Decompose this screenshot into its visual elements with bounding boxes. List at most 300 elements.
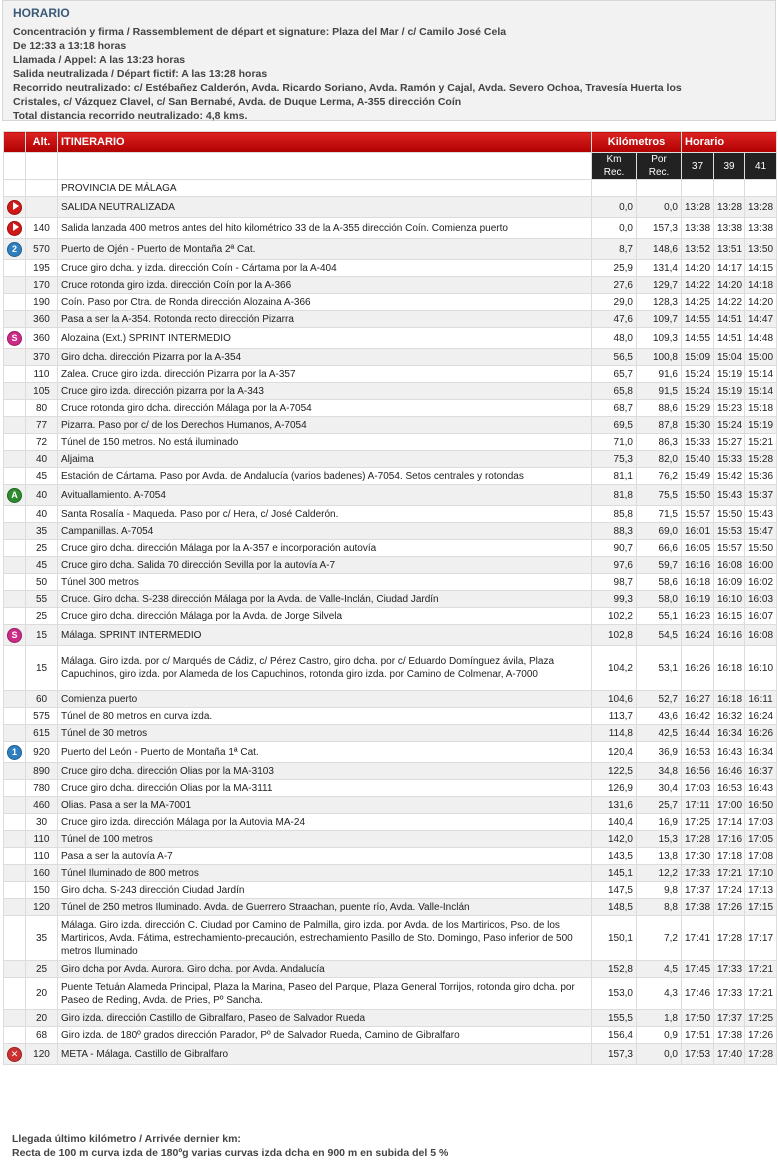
row-time-37: 17:37 — [682, 882, 714, 899]
row-time-41: 15:37 — [745, 485, 777, 506]
row-time-39: 17:18 — [714, 848, 745, 865]
row-icon-cell — [4, 591, 26, 608]
row-time-41: 15:36 — [745, 468, 777, 485]
table-row — [4, 978, 777, 1010]
table-row — [4, 218, 777, 239]
row-time-41: 16:34 — [745, 742, 777, 763]
table-row — [4, 277, 777, 294]
row-description: META - Málaga. Castillo de Gibralfaro — [58, 1044, 592, 1065]
row-icon-cell — [4, 780, 26, 797]
row-altitude: 370 — [26, 349, 58, 366]
row-time-37: 17:33 — [682, 865, 714, 882]
row-description: Avituallamiento. A-7054 — [58, 485, 592, 506]
row-km-rec: 147,5 — [592, 882, 637, 899]
row-por-rec: 58,0 — [637, 591, 682, 608]
row-time-37: 14:55 — [682, 311, 714, 328]
row-description: Cruce giro dcha. Salida 70 dirección Sevilla por la autovía A-7 — [58, 557, 592, 574]
row-km-rec: 85,8 — [592, 506, 637, 523]
row-altitude: 890 — [26, 763, 58, 780]
row-por-rec: 53,1 — [637, 646, 682, 691]
row-time-39: 15:53 — [714, 523, 745, 540]
row-time-39: 14:17 — [714, 260, 745, 277]
row-time-41: 17:13 — [745, 882, 777, 899]
sprint-icon: S — [7, 331, 22, 346]
row-time-41: 17:21 — [745, 961, 777, 978]
table-row — [4, 916, 777, 961]
row-time-41: 16:07 — [745, 608, 777, 625]
header-line-neutral-start: Salida neutralizada / Départ fictif: A las 13:28 horas — [13, 68, 268, 80]
row-time-41: 15:21 — [745, 434, 777, 451]
row-por-rec: 55,1 — [637, 608, 682, 625]
row-por-rec: 30,4 — [637, 780, 682, 797]
row-icon-cell — [4, 434, 26, 451]
table-row — [4, 485, 777, 506]
row-time-39: 15:04 — [714, 349, 745, 366]
mountain-2-icon: 2 — [7, 242, 22, 257]
row-time-37: 16:18 — [682, 574, 714, 591]
row-altitude: 77 — [26, 417, 58, 434]
row-altitude: 40 — [26, 451, 58, 468]
row-time-37: 17:11 — [682, 797, 714, 814]
table-row — [4, 349, 777, 366]
row-time-39: 16:53 — [714, 780, 745, 797]
header-line-call: Llamada / Appel: A las 13:23 horas — [13, 54, 186, 66]
row-description: Zalea. Cruce giro izda. dirección Pizarra por la A-357 — [58, 366, 592, 383]
row-km-rec: 102,8 — [592, 625, 637, 646]
row-description: Pasa a ser la autovía A-7 — [58, 848, 592, 865]
row-time-39: 17:40 — [714, 1044, 745, 1065]
row-icon-cell — [4, 523, 26, 540]
row-km-rec: 90,7 — [592, 540, 637, 557]
row-description: Comienza puerto — [58, 691, 592, 708]
row-km-rec: 104,2 — [592, 646, 637, 691]
row-altitude: 120 — [26, 899, 58, 916]
row-time-37: 16:16 — [682, 557, 714, 574]
row-time-41: 16:02 — [745, 574, 777, 591]
row-por-rec: 109,7 — [637, 311, 682, 328]
row-description: Cruce giro dcha. dirección Olias por la MA-3111 — [58, 780, 592, 797]
row-por-rec: 109,3 — [637, 328, 682, 349]
row-time-39: 16:09 — [714, 574, 745, 591]
row-por-rec: 16,9 — [637, 814, 682, 831]
row-time-41: 17:21 — [745, 978, 777, 1010]
row-time-41: 15:00 — [745, 349, 777, 366]
row-por-rec: 128,3 — [637, 294, 682, 311]
row-time-37: 15:40 — [682, 451, 714, 468]
row-icon-cell — [4, 485, 26, 506]
row-description: Cruce giro dcha. dirección Málaga por la Avda. de Jorge Silvela — [58, 608, 592, 625]
row-time-37: 16:44 — [682, 725, 714, 742]
row-time-37: 16:42 — [682, 708, 714, 725]
row-description: Cruce giro izda. dirección pizarra por la A-343 — [58, 383, 592, 400]
row-time-37: 17:53 — [682, 1044, 714, 1065]
row-icon-cell — [4, 574, 26, 591]
row-time-41: 16:43 — [745, 780, 777, 797]
row-time-37: 14:20 — [682, 260, 714, 277]
row-por-rec: 148,6 — [637, 239, 682, 260]
table-row — [4, 311, 777, 328]
row-time-39: 16:43 — [714, 742, 745, 763]
row-time-39 — [714, 180, 745, 197]
row-km-rec: 88,3 — [592, 523, 637, 540]
table-row — [4, 848, 777, 865]
row-km-rec: 120,4 — [592, 742, 637, 763]
row-altitude: 15 — [26, 646, 58, 691]
row-time-41: 16:24 — [745, 708, 777, 725]
row-time-39: 13:38 — [714, 218, 745, 239]
row-icon-cell — [4, 882, 26, 899]
row-description: Aljaima — [58, 451, 592, 468]
row-description: Coín. Paso por Ctra. de Ronda dirección Alozaina A-366 — [58, 294, 592, 311]
row-por-rec: 71,5 — [637, 506, 682, 523]
row-icon-cell — [4, 708, 26, 725]
table-row — [4, 763, 777, 780]
table-row — [4, 239, 777, 260]
row-km-rec: 104,6 — [592, 691, 637, 708]
row-description: Túnel 300 metros — [58, 574, 592, 591]
row-time-37: 16:26 — [682, 646, 714, 691]
row-por-rec: 86,3 — [637, 434, 682, 451]
row-time-39: 15:50 — [714, 506, 745, 523]
row-por-rec: 0,0 — [637, 197, 682, 218]
row-time-41: 14:20 — [745, 294, 777, 311]
finish-flag-icon: ✕ — [7, 1047, 22, 1062]
row-time-39: 17:33 — [714, 961, 745, 978]
row-time-37: 17:25 — [682, 814, 714, 831]
row-por-rec: 82,0 — [637, 451, 682, 468]
row-icon-cell — [4, 1027, 26, 1044]
row-description: Puerto de Ojén - Puerto de Montaña 2ª Cat. — [58, 239, 592, 260]
row-description: Giro dcha por Avda. Aurora. Giro dcha. por Avda. Andalucía — [58, 961, 592, 978]
row-km-rec: 152,8 — [592, 961, 637, 978]
row-por-rec: 4,3 — [637, 978, 682, 1010]
row-altitude: 150 — [26, 882, 58, 899]
play-icon — [7, 200, 22, 215]
row-km-rec: 25,9 — [592, 260, 637, 277]
row-time-41: 15:14 — [745, 366, 777, 383]
row-description: Estación de Cártama. Paso por Avda. de Andalucía (varios badenes) A-7054. Setos centrales y rotondas — [58, 468, 592, 485]
table-row — [4, 646, 777, 691]
header-alt: Alt. — [26, 132, 58, 153]
row-time-41: 14:47 — [745, 311, 777, 328]
row-time-37: 17:51 — [682, 1027, 714, 1044]
row-icon-cell — [4, 763, 26, 780]
row-km-rec: 97,6 — [592, 557, 637, 574]
row-description: Giro izda. de 180º grados dirección Parador, Pº de Salvador Rueda, Camino de Gibralfaro — [58, 1027, 592, 1044]
row-altitude — [26, 180, 58, 197]
row-time-39: 16:08 — [714, 557, 745, 574]
footer-notes — [12, 1132, 448, 1160]
row-km-rec: 65,8 — [592, 383, 637, 400]
row-altitude: 20 — [26, 1010, 58, 1027]
row-icon-cell — [4, 540, 26, 557]
row-altitude: 460 — [26, 797, 58, 814]
row-por-rec: 91,5 — [637, 383, 682, 400]
row-por-rec: 36,9 — [637, 742, 682, 763]
schedule-header — [2, 0, 776, 121]
row-icon-cell — [4, 865, 26, 882]
row-altitude: 80 — [26, 400, 58, 417]
row-description: Olias. Pasa a ser la MA-7001 — [58, 797, 592, 814]
row-km-rec: 148,5 — [592, 899, 637, 916]
play-icon — [7, 221, 22, 236]
table-row — [4, 608, 777, 625]
table-row — [4, 180, 777, 197]
row-time-37: 15:09 — [682, 349, 714, 366]
row-icon-cell — [4, 311, 26, 328]
row-description: Cruce giro dcha. dirección Olias por la MA-3103 — [58, 763, 592, 780]
header-line-neutral-route-1: Recorrido neutralizado: c/ Estébañez Calderón, Avda. Ricardo Soriano, Avda. Ramón y Cajal, Avda. Severo Ochoa, Travesía Huerta los — [13, 82, 682, 94]
row-time-39: 15:24 — [714, 417, 745, 434]
row-time-37: 15:29 — [682, 400, 714, 417]
row-por-rec: 54,5 — [637, 625, 682, 646]
row-altitude: 25 — [26, 540, 58, 557]
row-time-37: 16:56 — [682, 763, 714, 780]
row-icon-cell — [4, 506, 26, 523]
row-time-41: 15:50 — [745, 540, 777, 557]
row-time-39: 16:16 — [714, 625, 745, 646]
table-row — [4, 882, 777, 899]
row-por-rec: 9,8 — [637, 882, 682, 899]
row-time-39: 17:38 — [714, 1027, 745, 1044]
row-description: Puente Tetuán Alameda Principal, Plaza la Marina, Paseo del Parque, Plaza General Torrijos, rotonda giro dcha. por Paseo de Reding, Avda. de Pries, Pº Sancha. — [58, 978, 592, 1010]
row-por-rec: 91,6 — [637, 366, 682, 383]
row-time-37 — [682, 180, 714, 197]
row-time-37: 16:23 — [682, 608, 714, 625]
table-row — [4, 197, 777, 218]
row-time-39: 15:23 — [714, 400, 745, 417]
row-altitude: 615 — [26, 725, 58, 742]
row-time-37: 17:50 — [682, 1010, 714, 1027]
row-time-37: 17:30 — [682, 848, 714, 865]
row-time-39: 16:15 — [714, 608, 745, 625]
header-itinerario: ITINERARIO — [58, 132, 592, 153]
row-time-41: 16:50 — [745, 797, 777, 814]
row-time-39: 13:28 — [714, 197, 745, 218]
row-time-37: 17:38 — [682, 899, 714, 916]
row-time-39: 17:33 — [714, 978, 745, 1010]
table-row — [4, 540, 777, 557]
row-por-rec: 25,7 — [637, 797, 682, 814]
feed-zone-icon: A — [7, 488, 22, 503]
row-time-37: 16:24 — [682, 625, 714, 646]
row-icon-cell — [4, 349, 26, 366]
row-km-rec: 71,0 — [592, 434, 637, 451]
row-icon-cell — [4, 218, 26, 239]
table-row — [4, 1010, 777, 1027]
row-km-rec: 142,0 — [592, 831, 637, 848]
row-time-39: 15:19 — [714, 383, 745, 400]
row-icon-cell — [4, 899, 26, 916]
row-description: Málaga. Giro izda. por c/ Marqués de Cádiz, c/ Pérez Castro, giro dcha. por c/ Eduardo Domínguez ávila, Plaza Capuchinos, giro izda. por Alameda de los Capuchinos, rotonda giro izda. por Camino de Colmenar, A-7000 — [58, 646, 592, 691]
row-altitude: 575 — [26, 708, 58, 725]
row-icon-cell — [4, 557, 26, 574]
row-time-41: 13:50 — [745, 239, 777, 260]
row-time-39: 17:00 — [714, 797, 745, 814]
row-time-41: 17:05 — [745, 831, 777, 848]
table-row — [4, 328, 777, 349]
row-km-rec: 8,7 — [592, 239, 637, 260]
table-row — [4, 591, 777, 608]
row-description: Túnel de 80 metros en curva izda. — [58, 708, 592, 725]
row-time-41: 17:26 — [745, 1027, 777, 1044]
subheader-por-rec: Por Rec. — [637, 153, 682, 180]
header-title: HORARIO — [13, 6, 70, 20]
sprint-icon: S — [7, 628, 22, 643]
header-icon-cell — [4, 132, 26, 153]
table-row — [4, 831, 777, 848]
row-description: PROVINCIA DE MÁLAGA — [58, 180, 592, 197]
row-km-rec: 126,9 — [592, 780, 637, 797]
row-km-rec: 29,0 — [592, 294, 637, 311]
row-altitude: 780 — [26, 780, 58, 797]
row-time-41: 16:03 — [745, 591, 777, 608]
table-header-row — [4, 132, 777, 153]
table-row — [4, 383, 777, 400]
row-icon-cell — [4, 366, 26, 383]
row-description: Giro dcha. S-243 dirección Ciudad Jardín — [58, 882, 592, 899]
row-description: Túnel de 30 metros — [58, 725, 592, 742]
table-row — [4, 899, 777, 916]
row-por-rec — [637, 180, 682, 197]
row-altitude: 195 — [26, 260, 58, 277]
table-row — [4, 451, 777, 468]
row-altitude: 45 — [26, 557, 58, 574]
row-km-rec: 75,3 — [592, 451, 637, 468]
row-time-39: 15:19 — [714, 366, 745, 383]
row-time-41: 15:14 — [745, 383, 777, 400]
row-altitude: 40 — [26, 485, 58, 506]
row-km-rec: 81,1 — [592, 468, 637, 485]
table-row — [4, 797, 777, 814]
row-time-37: 14:25 — [682, 294, 714, 311]
row-description: Cruce rotonda giro dcha. dirección Málaga por la A-7054 — [58, 400, 592, 417]
header-horario: Horario — [682, 132, 777, 153]
row-icon-cell — [4, 797, 26, 814]
row-time-37: 16:01 — [682, 523, 714, 540]
row-por-rec: 0,0 — [637, 1044, 682, 1065]
row-altitude: 110 — [26, 366, 58, 383]
row-description: Cruce giro dcha. dirección Málaga por la A-357 e incorporación autovía — [58, 540, 592, 557]
row-altitude: 68 — [26, 1027, 58, 1044]
row-icon-cell — [4, 831, 26, 848]
row-time-39: 14:51 — [714, 311, 745, 328]
row-icon-cell — [4, 961, 26, 978]
row-description: Salida lanzada 400 metros antes del hito kilométrico 33 de la A-355 dirección Coín. Comienza puerto — [58, 218, 592, 239]
row-time-37: 14:55 — [682, 328, 714, 349]
row-por-rec: 34,8 — [637, 763, 682, 780]
table-row — [4, 1044, 777, 1065]
table-row — [4, 468, 777, 485]
row-km-rec: 99,3 — [592, 591, 637, 608]
row-time-37: 17:46 — [682, 978, 714, 1010]
table-row — [4, 814, 777, 831]
itinerary-table — [3, 131, 777, 1065]
row-time-37: 16:53 — [682, 742, 714, 763]
row-por-rec: 157,3 — [637, 218, 682, 239]
row-time-41: 15:43 — [745, 506, 777, 523]
table-row — [4, 557, 777, 574]
row-description: Túnel Iluminado de 800 metros — [58, 865, 592, 882]
row-time-39: 16:46 — [714, 763, 745, 780]
row-icon-cell — [4, 383, 26, 400]
row-km-rec: 47,6 — [592, 311, 637, 328]
itinerary-body — [4, 180, 777, 1065]
row-time-39: 16:10 — [714, 591, 745, 608]
row-km-rec: 48,0 — [592, 328, 637, 349]
row-por-rec: 131,4 — [637, 260, 682, 277]
table-row — [4, 1027, 777, 1044]
row-time-39: 14:22 — [714, 294, 745, 311]
row-time-37: 15:50 — [682, 485, 714, 506]
row-time-37: 17:03 — [682, 780, 714, 797]
row-description: Giro izda. dirección Castillo de Gibralfaro, Paseo de Salvador Rueda — [58, 1010, 592, 1027]
row-time-37: 17:28 — [682, 831, 714, 848]
row-time-41: 15:19 — [745, 417, 777, 434]
row-km-rec: 156,4 — [592, 1027, 637, 1044]
row-altitude: 360 — [26, 328, 58, 349]
table-row — [4, 574, 777, 591]
row-description: Túnel de 150 metros. No está iluminado — [58, 434, 592, 451]
row-time-41: 17:15 — [745, 899, 777, 916]
row-km-rec: 81,8 — [592, 485, 637, 506]
row-time-41: 15:47 — [745, 523, 777, 540]
table-row — [4, 400, 777, 417]
row-altitude: 30 — [26, 814, 58, 831]
row-km-rec: 140,4 — [592, 814, 637, 831]
row-altitude: 50 — [26, 574, 58, 591]
row-por-rec: 15,3 — [637, 831, 682, 848]
row-altitude: 60 — [26, 691, 58, 708]
row-time-39: 16:18 — [714, 691, 745, 708]
row-time-37: 15:24 — [682, 383, 714, 400]
row-por-rec: 43,6 — [637, 708, 682, 725]
row-icon-cell — [4, 848, 26, 865]
subheader-speed-39: 39 — [714, 153, 745, 180]
row-time-41: 16:37 — [745, 763, 777, 780]
header-line-neutral-distance: Total distancia recorrido neutralizado: 4,8 kms. — [13, 110, 248, 122]
row-time-41: 15:18 — [745, 400, 777, 417]
row-description: Túnel de 250 metros Iluminado. Avda. de Guerrero Straachan, puente río, Avda. Valle-Inclán — [58, 899, 592, 916]
row-time-41: 13:28 — [745, 197, 777, 218]
row-description: Alozaina (Ext.) SPRINT INTERMEDIO — [58, 328, 592, 349]
row-km-rec: 114,8 — [592, 725, 637, 742]
row-description: Cruce rotonda giro izda. dirección Coín por la A-366 — [58, 277, 592, 294]
row-km-rec: 102,2 — [592, 608, 637, 625]
row-time-41: 17:08 — [745, 848, 777, 865]
row-description: Cruce. Giro dcha. S-238 dirección Málaga por la Avda. de Valle-Inclán, Ciudad Jardín — [58, 591, 592, 608]
row-time-37: 15:49 — [682, 468, 714, 485]
table-row — [4, 691, 777, 708]
row-icon-cell — [4, 180, 26, 197]
table-row — [4, 625, 777, 646]
row-time-41: 16:00 — [745, 557, 777, 574]
row-altitude: 25 — [26, 961, 58, 978]
row-por-rec: 129,7 — [637, 277, 682, 294]
row-time-41: 17:03 — [745, 814, 777, 831]
row-icon-cell — [4, 277, 26, 294]
row-description: Giro dcha. dirección Pizarra por la A-354 — [58, 349, 592, 366]
row-por-rec: 66,6 — [637, 540, 682, 557]
subheader-empty-2 — [26, 153, 58, 180]
subheader-speed-37: 37 — [682, 153, 714, 180]
row-altitude: 160 — [26, 865, 58, 882]
table-row — [4, 523, 777, 540]
row-por-rec: 0,9 — [637, 1027, 682, 1044]
subheader-km-rec: Km Rec. — [592, 153, 637, 180]
row-km-rec: 69,5 — [592, 417, 637, 434]
row-altitude: 25 — [26, 608, 58, 625]
